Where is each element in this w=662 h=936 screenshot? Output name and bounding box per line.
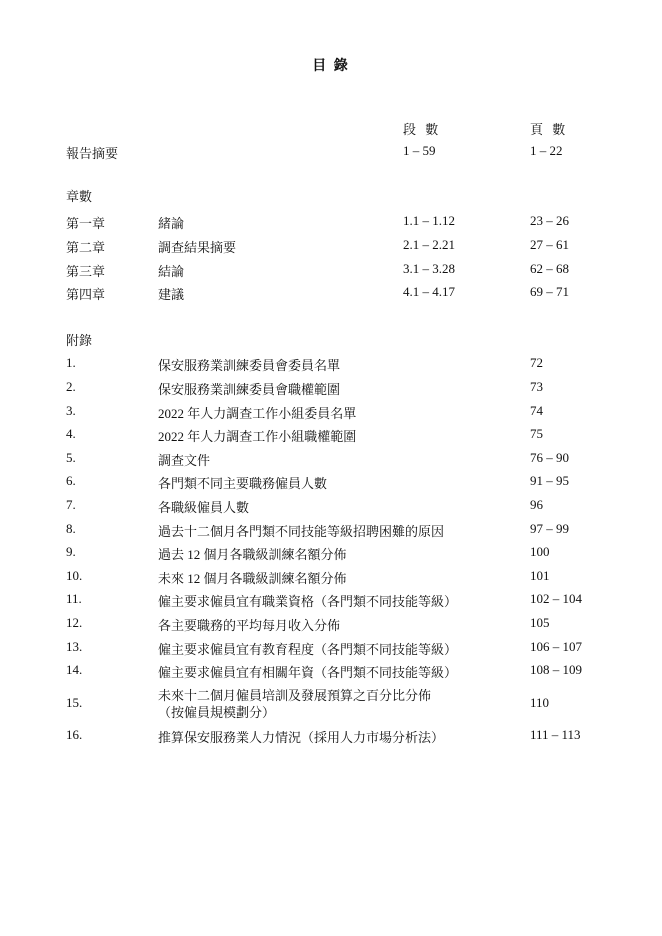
appendix-pages: 72	[530, 355, 543, 370]
chapter-pages: 23 – 26	[530, 213, 569, 228]
appendix-number: 11.	[66, 591, 82, 606]
appendix-title: 未來 12 個月各職級訓練名額分佈	[158, 571, 347, 586]
summary-row	[0, 143, 662, 165]
chapter-paragraphs: 3.1 – 3.28	[403, 261, 455, 276]
appendix-number: 5.	[66, 450, 76, 465]
appendix-row	[0, 473, 662, 495]
appendix-pages: 75	[530, 426, 543, 441]
appendix-number: 10.	[66, 568, 83, 583]
chapter-number: 第二章	[66, 240, 106, 255]
chapter-pages: 27 – 61	[530, 237, 569, 252]
appendix-number: 4.	[66, 426, 76, 441]
appendix-title: 各門類不同主要職務僱員人數	[158, 476, 328, 491]
appendix-row	[0, 521, 662, 543]
appendix-title: 保安服務業訓練委員會職權範圍	[158, 382, 341, 397]
summary-label: 報告摘要	[66, 146, 119, 161]
appendices-heading: 附錄	[66, 333, 93, 348]
appendix-number: 6.	[66, 473, 76, 488]
appendices-heading-row	[0, 330, 662, 352]
chapters-heading: 章數	[66, 189, 93, 204]
appendix-number: 8.	[66, 521, 76, 536]
appendix-pages: 106 – 107	[530, 639, 582, 654]
appendix-row	[0, 662, 662, 684]
appendix-row	[0, 639, 662, 661]
appendix-number: 7.	[66, 497, 76, 512]
appendix-number: 13.	[66, 639, 83, 654]
chapter-title: 建議	[158, 287, 185, 302]
appendix-row	[0, 727, 662, 749]
appendix-number: 2.	[66, 379, 76, 394]
chapter-number: 第四章	[66, 287, 106, 302]
paragraphs-header: 段 數	[403, 122, 442, 137]
appendix-pages: 76 – 90	[530, 450, 569, 465]
appendix-title: 各職級僱員人數	[158, 500, 250, 515]
appendix-title: 過去十二個月各門類不同技能等級招聘困難的原因	[158, 524, 445, 539]
appendix-row	[0, 426, 662, 448]
appendix-number: 16.	[66, 727, 83, 742]
appendix-row	[0, 497, 662, 519]
appendix-number: 12.	[66, 615, 83, 630]
appendix-row	[0, 379, 662, 401]
appendix-title-continuation: （按僱員規模劃分）	[158, 705, 276, 720]
appendix-title: 調查文件	[158, 453, 211, 468]
appendix-title: 2022 年人力調查工作小組委員名單	[158, 406, 357, 421]
appendix-row	[0, 403, 662, 425]
appendix-title: 保安服務業訓練委員會委員名單	[158, 358, 341, 373]
appendix-title: 2022 年人力調查工作小組職權範圍	[158, 429, 357, 444]
chapter-number: 第三章	[66, 264, 106, 279]
pages-header: 頁 數	[530, 122, 569, 137]
appendix-title: 僱主要求僱員宜有相關年資（各門類不同技能等級）	[158, 665, 458, 680]
page-title: 目 錄	[312, 59, 350, 74]
appendix-row	[0, 355, 662, 377]
appendix-pages: 91 – 95	[530, 473, 569, 488]
summary-pages: 1 – 22	[530, 143, 563, 158]
appendix-number: 1.	[66, 355, 76, 370]
appendix-number: 9.	[66, 544, 76, 559]
appendix-pages: 102 – 104	[530, 591, 582, 606]
appendix-title-block	[158, 687, 431, 721]
summary-paragraphs: 1 – 59	[403, 143, 436, 158]
chapter-row	[0, 261, 662, 283]
chapter-pages: 62 – 68	[530, 261, 569, 276]
column-header-row	[0, 119, 662, 141]
chapter-row	[0, 237, 662, 259]
appendix-row	[0, 687, 662, 723]
appendix-title: 推算保安服務業人力情況（採用人力市場分析法）	[158, 730, 445, 745]
chapter-title: 結論	[158, 264, 185, 279]
appendix-pages: 73	[530, 379, 543, 394]
appendix-row	[0, 615, 662, 637]
appendix-pages: 100	[530, 544, 550, 559]
appendix-pages: 74	[530, 403, 543, 418]
chapter-title: 緒論	[158, 216, 185, 231]
chapter-paragraphs: 4.1 – 4.17	[403, 284, 455, 299]
appendix-pages: 97 – 99	[530, 521, 569, 536]
appendix-title: 僱主要求僱員宜有職業資格（各門類不同技能等級）	[158, 594, 458, 609]
chapter-number: 第一章	[66, 216, 106, 231]
chapters-heading-row	[0, 186, 662, 208]
chapter-paragraphs: 2.1 – 2.21	[403, 237, 455, 252]
appendix-title: 僱主要求僱員宜有教育程度（各門類不同技能等級）	[158, 642, 458, 657]
appendix-row	[0, 450, 662, 472]
appendix-row	[0, 591, 662, 613]
appendix-title: 未來十二個月僱員培訓及發展預算之百分比分佈	[158, 688, 432, 703]
appendix-number: 15.	[66, 695, 83, 710]
appendix-number: 14.	[66, 662, 83, 677]
appendix-pages: 101	[530, 568, 550, 583]
appendix-pages: 108 – 109	[530, 662, 582, 677]
appendix-pages: 96	[530, 497, 543, 512]
chapter-title: 調查結果摘要	[158, 240, 237, 255]
chapter-paragraphs: 1.1 – 1.12	[403, 213, 455, 228]
appendix-row	[0, 544, 662, 566]
chapter-pages: 69 – 71	[530, 284, 569, 299]
appendix-title: 各主要職務的平均每月收入分佈	[158, 618, 341, 633]
appendix-pages: 110	[530, 695, 550, 710]
appendix-number: 3.	[66, 403, 76, 418]
appendix-pages: 111 – 113	[530, 727, 581, 742]
chapter-row	[0, 213, 662, 235]
appendix-row	[0, 568, 662, 590]
appendix-pages: 105	[530, 615, 550, 630]
chapter-row	[0, 284, 662, 306]
appendix-title: 過去 12 個月各職級訓練名額分佈	[158, 547, 347, 562]
